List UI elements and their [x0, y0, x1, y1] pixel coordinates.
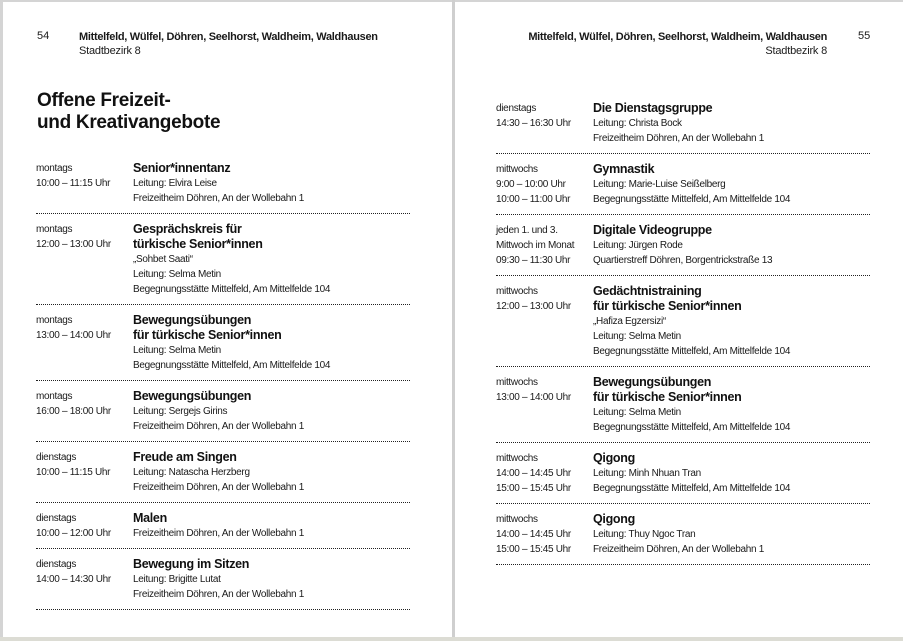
event-info	[593, 375, 870, 435]
event-entry	[496, 154, 870, 215]
event-detail: Freizeitheim Döhren, An der Wollebahn 1	[593, 544, 764, 555]
event-title: Bewegungsübungen	[133, 313, 252, 327]
event-info	[133, 511, 410, 541]
event-entry	[36, 442, 410, 503]
event-entry	[36, 156, 410, 214]
event-detail: Freizeitheim Döhren, An der Wollebahn 1	[133, 193, 304, 204]
event-schedule	[36, 222, 133, 297]
event-entry	[496, 96, 870, 154]
running-head-subtitle: Stadtbezirk 8	[79, 45, 141, 57]
event-detail: Freizeitheim Döhren, An der Wollebahn 1	[133, 589, 304, 600]
event-schedule-line: dienstags	[36, 513, 77, 524]
event-detail: Leitung: Minh Nhuan Tran	[593, 468, 701, 479]
event-schedule-line: dienstags	[36, 559, 77, 570]
event-entry	[496, 367, 870, 443]
event-info	[593, 512, 870, 557]
event-detail: Leitung: Selma Metin	[133, 345, 221, 356]
event-schedule-line: 14:00 – 14:45 Uhr	[496, 529, 571, 540]
event-title: Malen	[133, 511, 167, 525]
event-detail: Leitung: Christa Bock	[593, 118, 682, 129]
event-schedule-line: 14:30 – 16:30 Uhr	[496, 118, 571, 129]
event-entry	[496, 276, 870, 367]
event-schedule-line: mittwochs	[496, 514, 538, 525]
event-schedule	[496, 223, 593, 268]
running-head-title: Mittelfeld, Wülfel, Döhren, Seelhorst, Waldheim, Waldhausen	[79, 31, 378, 43]
event-title: Gedächtnistraining	[593, 284, 702, 298]
event-schedule-line: Mittwoch im Monat	[496, 240, 575, 251]
event-title: Qigong	[593, 451, 635, 465]
event-info	[593, 223, 870, 268]
event-detail: Leitung: Selma Metin	[593, 407, 681, 418]
event-schedule	[496, 451, 593, 496]
event-info	[593, 101, 870, 146]
event-entry	[496, 504, 870, 565]
event-schedule	[496, 162, 593, 207]
event-schedule	[36, 557, 133, 602]
event-detail: Begegnungsstätte Mittelfeld, Am Mittelfelde 104	[593, 422, 791, 433]
event-info	[133, 557, 410, 602]
section-title-line: und Kreativangebote	[37, 112, 221, 133]
event-detail: Leitung: Selma Metin	[593, 331, 681, 342]
event-schedule-line: montags	[36, 315, 73, 326]
event-title: Qigong	[593, 512, 635, 526]
event-schedule-line: 12:00 – 13:00 Uhr	[36, 239, 111, 250]
running-head-right	[528, 30, 827, 58]
event-schedule-line: 15:00 – 15:45 Uhr	[496, 544, 571, 555]
event-title: Bewegungsübungen	[593, 375, 712, 389]
event-schedule-line: 12:00 – 13:00 Uhr	[496, 301, 571, 312]
event-schedule	[36, 511, 133, 541]
event-schedule-line: 16:00 – 18:00 Uhr	[36, 406, 111, 417]
event-detail: Begegnungsstätte Mittelfeld, Am Mittelfelde 104	[593, 483, 791, 494]
event-schedule-line: 14:00 – 14:45 Uhr	[496, 468, 571, 479]
event-title: Gymnastik	[593, 162, 655, 176]
event-detail: Freizeitheim Döhren, An der Wollebahn 1	[133, 421, 304, 432]
event-schedule-line: 9:00 – 10:00 Uhr	[496, 179, 566, 190]
event-list-left	[36, 156, 410, 610]
event-title: Bewegungsübungen	[133, 389, 252, 403]
event-title: für türkische Senior*innen	[593, 299, 742, 313]
event-schedule	[36, 313, 133, 373]
event-detail: Begegnungsstätte Mittelfeld, Am Mittelfelde 104	[133, 360, 331, 371]
event-entry	[496, 215, 870, 276]
event-schedule-line: 09:30 – 11:30 Uhr	[496, 255, 571, 266]
event-title: Die Dienstagsgruppe	[593, 101, 713, 115]
event-detail: Freizeitheim Döhren, An der Wollebahn 1	[133, 528, 304, 539]
running-head-subtitle: Stadtbezirk 8	[765, 45, 827, 57]
event-detail: Freizeitheim Döhren, An der Wollebahn 1	[133, 482, 304, 493]
event-detail: Begegnungsstätte Mittelfeld, Am Mittelfelde 104	[593, 346, 791, 357]
event-schedule-line: 15:00 – 15:45 Uhr	[496, 483, 571, 494]
event-detail: Leitung: Brigitte Lutat	[133, 574, 221, 585]
event-detail: „Sohbet Saati“	[133, 254, 193, 265]
event-schedule-line: mittwochs	[496, 453, 538, 464]
event-schedule-line: montags	[36, 224, 73, 235]
event-info	[593, 451, 870, 496]
event-schedule-line: mittwochs	[496, 377, 538, 388]
left-page-edge	[0, 0, 3, 638]
event-schedule	[496, 375, 593, 435]
page-number-right: 55	[858, 30, 871, 42]
event-schedule	[36, 450, 133, 495]
event-schedule-line: jeden 1. und 3.	[496, 225, 558, 236]
event-schedule-line: montags	[36, 163, 73, 174]
event-detail: Leitung: Marie-Luise Seißelberg	[593, 179, 726, 190]
event-schedule	[496, 512, 593, 557]
event-schedule-line: mittwochs	[496, 164, 538, 175]
event-info	[593, 162, 870, 207]
event-list-right	[496, 96, 870, 565]
event-title: Digitale Videogruppe	[593, 223, 712, 237]
event-schedule	[496, 284, 593, 359]
event-title: Senior*innentanz	[133, 161, 231, 175]
event-schedule-line: 10:00 – 11:15 Uhr	[36, 178, 111, 189]
event-detail: Begegnungsstätte Mittelfeld, Am Mittelfelde 104	[133, 284, 331, 295]
bottom-border	[0, 637, 903, 641]
section-title	[37, 90, 220, 134]
running-head-left	[79, 30, 378, 58]
event-detail: Quartierstreff Döhren, Borgentrickstraße 13	[593, 255, 773, 266]
event-schedule-line: dienstags	[36, 452, 77, 463]
event-entry	[36, 214, 410, 305]
event-info	[133, 222, 410, 297]
section-title-line: Offene Freizeit-	[37, 90, 171, 111]
event-entry	[36, 381, 410, 442]
event-schedule-line: montags	[36, 391, 73, 402]
event-detail: Leitung: Thuy Ngoc Tran	[593, 529, 696, 540]
event-schedule-line: mittwochs	[496, 286, 538, 297]
event-entry	[36, 305, 410, 381]
event-schedule	[496, 101, 593, 146]
event-title: für türkische Senior*innen	[593, 390, 742, 404]
event-info	[133, 450, 410, 495]
event-info	[133, 161, 410, 206]
event-detail: Leitung: Elvira Leise	[133, 178, 217, 189]
event-detail: Leitung: Natascha Herzberg	[133, 467, 250, 478]
event-schedule-line: 10:00 – 12:00 Uhr	[36, 528, 111, 539]
event-detail: Begegnungsstätte Mittelfeld, Am Mittelfelde 104	[593, 194, 791, 205]
event-detail: Leitung: Sergejs Girins	[133, 406, 228, 417]
event-detail: „Hafiza Egzersizi“	[593, 316, 666, 327]
event-schedule	[36, 161, 133, 206]
event-title: für türkische Senior*innen	[133, 328, 282, 342]
event-detail: Leitung: Jürgen Rode	[593, 240, 683, 251]
event-schedule-line: 13:00 – 14:00 Uhr	[36, 330, 111, 341]
event-detail: Freizeitheim Döhren, An der Wollebahn 1	[593, 133, 764, 144]
event-schedule-line: 13:00 – 14:00 Uhr	[496, 392, 571, 403]
event-schedule	[36, 389, 133, 434]
event-info	[133, 313, 410, 373]
event-entry	[496, 443, 870, 504]
event-title: Freude am Singen	[133, 450, 237, 464]
event-title: Bewegung im Sitzen	[133, 557, 250, 571]
page-gutter-divider	[452, 0, 455, 638]
running-head-title: Mittelfeld, Wülfel, Döhren, Seelhorst, Waldheim, Waldhausen	[528, 31, 827, 43]
event-entry	[36, 549, 410, 610]
event-schedule-line: dienstags	[496, 103, 537, 114]
event-schedule-line: 14:00 – 14:30 Uhr	[36, 574, 111, 585]
page-number-left: 54	[37, 30, 50, 42]
event-info	[593, 284, 870, 359]
event-title: türkische Senior*innen	[133, 237, 263, 251]
event-entry	[36, 503, 410, 549]
event-title: Gesprächskreis für	[133, 222, 242, 236]
event-schedule-line: 10:00 – 11:15 Uhr	[36, 467, 111, 478]
event-schedule-line: 10:00 – 11:00 Uhr	[496, 194, 571, 205]
event-detail: Leitung: Selma Metin	[133, 269, 221, 280]
event-info	[133, 389, 410, 434]
